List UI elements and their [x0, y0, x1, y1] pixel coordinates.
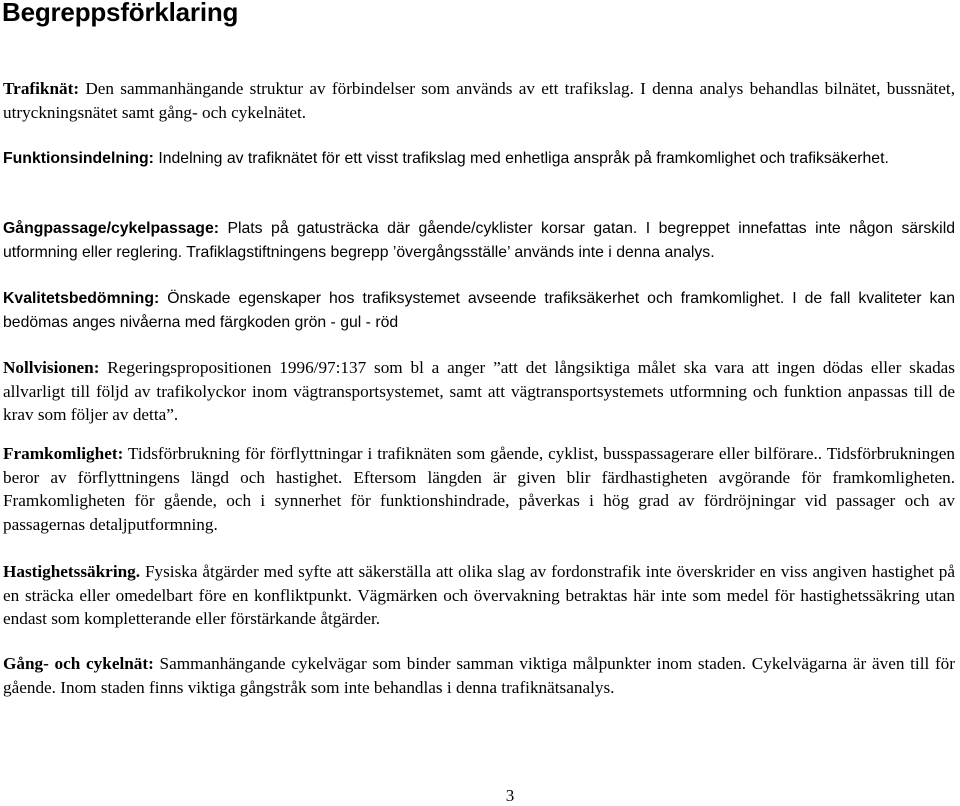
- definition-term: Trafiknät:: [3, 79, 80, 98]
- definition-term: Nollvisionen:: [3, 358, 100, 377]
- definition-gangpassage: [3, 217, 955, 264]
- definition-term: Framkomlighet:: [3, 444, 124, 463]
- definition-trafiknat: [3, 77, 955, 124]
- page-number: 3: [505, 786, 515, 805]
- definition-text: Plats på gatusträcka där gående/cyklister korsar gatan. I begreppet innefattas inte någon särskild utformning eller reglering. Trafiklagstiftningens begrepp ’övergångsställe’ används inte i denna analys.: [3, 220, 955, 261]
- page-title: Begreppsförklaring: [2, 0, 239, 27]
- definition-term: Kvalitetsbedömning:: [3, 290, 160, 307]
- definition-framkomlighet: [3, 442, 955, 536]
- definition-gang-och-cykelnat: [3, 652, 955, 699]
- definition-text: Fysiska åtgärder med syfte att säkerställa att olika slag av fordonstrafik inte överskrider en viss angiven hastighet på en sträcka eller omedelbart före en konfliktpunkt. Vägmärken och övervakning betraktas här inte som medel för hastighetssäkring utan endast som kompletterande eller förstärkande åtgärder.: [3, 562, 955, 628]
- definition-term: Hastighetssäkring.: [3, 562, 141, 581]
- definition-term: Funktionsindelning:: [3, 150, 154, 167]
- definition-text: Regeringspropositionen 1996/97:137 som bl a anger ”att det långsiktiga målet ska vara att ingen dödas eller skadas allvarligt till följd av trafikolyckor inom vägtransportsystemet, samt att vägtransportsystemets utformning och funktion anpassas till de krav som följer av detta”.: [3, 358, 955, 424]
- definition-term: Gångpassage/cykelpassage:: [3, 220, 220, 237]
- definition-hastighetssakring: [3, 560, 955, 631]
- definition-text: Önskade egenskaper hos trafiksystemet avseende trafiksäkerhet och framkomlighet. I de fall kvaliteter kan bedömas anges nivåerna med färgkoden grön - gul - röd: [3, 290, 955, 331]
- definition-funktionsindelning: [3, 147, 955, 171]
- definition-nollvisionen: [3, 356, 955, 427]
- definition-text: Den sammanhängande struktur av förbindelser som används av ett trafikslag. I denna analys behandlas bilnätet, bussnätet, utryckningsnätet samt gång- och cykelnätet.: [3, 79, 955, 122]
- definition-text: Sammanhängande cykelvägar som binder samman viktiga målpunkter inom staden. Cykelvägarna är även till för gående. Inom staden finns viktiga gångstråk som inte behandlas i denna trafiknätsanalys.: [3, 654, 955, 697]
- definition-text: Tidsförbrukning för förflyttningar i trafiknäten som gående, cyklist, busspassagerare eller bilförare.. Tidsförbrukningen beror av förflyttningens längd och hastighet. Eftersom längden är given blir färdhastigheten avgörande för framkomligheten. Framkomligheten för gående, och i synnerhet för funktionshindrade, påverkas i hög grad av fördröjningar vid passager och av passagernas detaljputformning.: [3, 444, 955, 534]
- definition-text: Indelning av trafiknätet för ett visst trafikslag med enhetliga anspråk på framkomlighet och trafiksäkerhet.: [153, 150, 889, 167]
- definition-term: Gång- och cykelnät:: [3, 654, 154, 673]
- definition-kvalitetsbedomning: [3, 287, 955, 334]
